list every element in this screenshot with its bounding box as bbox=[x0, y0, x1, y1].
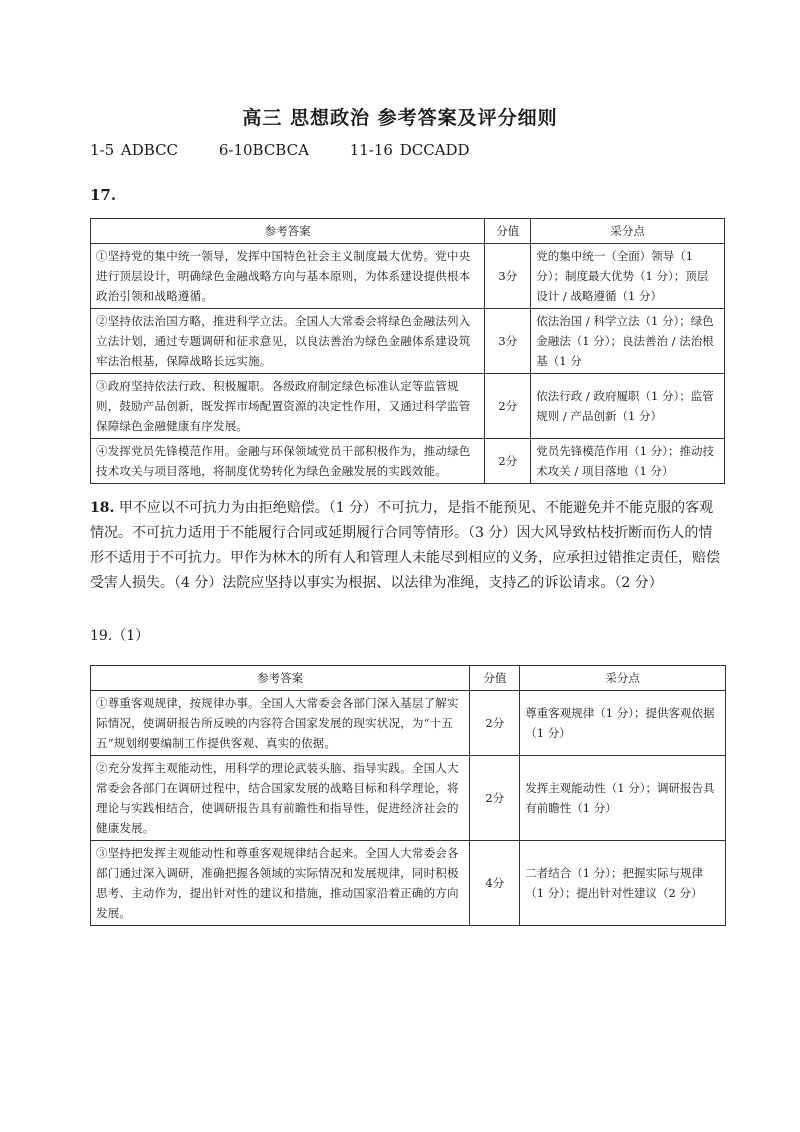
score-cell: 3分 bbox=[485, 309, 531, 374]
table-header-row bbox=[91, 666, 726, 691]
header-points: 采分点 bbox=[520, 666, 726, 691]
points-cell: 二者结合（1 分）；把握实际与规律（1 分）；提出针对性建议（2 分） bbox=[520, 841, 726, 926]
score-cell: 4分 bbox=[470, 841, 520, 926]
points-cell: 党的集中统一（全面）领导（1 分）；制度最大优势（1 分）；顶层设计 / 战略遵循（1 分） bbox=[531, 244, 725, 309]
header-points: 采分点 bbox=[531, 219, 725, 244]
points-cell: 尊重客观规律（1 分）；提供客观依据（1 分） bbox=[520, 691, 726, 756]
table-row bbox=[91, 374, 725, 439]
answer-cell: ③坚持把发挥主观能动性和尊重客观规律结合起来。全国人大常委会各部门通过深入调研，准确把握各领域的实际情况和发展规律，同时积极思考、主动作为，提出针对性的建议和措施，推动国家沿着正确的方向发展。 bbox=[91, 841, 470, 926]
points-cell: 依法治国 / 科学立法（1 分）；绿色金融法（1 分）；良法善治 / 法治根基（1 分 bbox=[531, 309, 725, 374]
table-row bbox=[91, 244, 725, 309]
header-score: 分值 bbox=[485, 219, 531, 244]
question-18-answer bbox=[90, 496, 720, 596]
score-cell: 2分 bbox=[485, 374, 531, 439]
header-answer: 参考答案 bbox=[91, 666, 470, 691]
question-19-table bbox=[90, 665, 726, 926]
score-cell: 2分 bbox=[485, 439, 531, 484]
answer-cell: ①坚持党的集中统一领导，发挥中国特色社会主义制度最大优势。党中央进行顶层设计，明确绿色金融战略方向与基本原则，为体系建设提供根本政治引领和战略遵循。 bbox=[91, 244, 485, 309]
header-answer: 参考答案 bbox=[91, 219, 485, 244]
score-cell: 3分 bbox=[485, 244, 531, 309]
points-cell: 发挥主观能动性（1 分）；调研报告具有前瞻性（1 分） bbox=[520, 756, 726, 841]
table-row bbox=[91, 756, 726, 841]
points-cell: 党员先锋模范作用（1 分）；推动技术攻关 / 项目落地（1 分） bbox=[531, 439, 725, 484]
score-cell: 2分 bbox=[470, 756, 520, 841]
question-18-label: 18. bbox=[90, 500, 115, 516]
table-header-row bbox=[91, 219, 725, 244]
mcq-answer-1-5: 1-5 ADBCC bbox=[90, 141, 179, 159]
answer-cell: ③政府坚持依法行政、积极履职。各级政府制定绿色标准认定等监管规则，鼓励产品创新，既发挥市场配置资源的决定性作用，又通过科学监管保障绿色金融健康有序发展。 bbox=[91, 374, 485, 439]
table-row bbox=[91, 841, 726, 926]
answer-cell: ④发挥党员先锋模范作用。金融与环保领域党员干部积极作为，推动绿色技术攻关与项目落地，将制度优势转化为绿色金融发展的实践效能。 bbox=[91, 439, 485, 484]
answer-cell: ①尊重客观规律，按规律办事。全国人大常委会各部门深入基层了解实际情况，使调研报告所反映的内容符合国家发展的现实状况，为“十五五”规划纲要编制工作提供客观、真实的依据。 bbox=[91, 691, 470, 756]
question-19-label: 19.（1） bbox=[90, 628, 150, 644]
table-row bbox=[91, 691, 726, 756]
header-score: 分值 bbox=[470, 666, 520, 691]
table-row bbox=[91, 309, 725, 374]
table-row bbox=[91, 439, 725, 484]
mcq-answer-11-16: 11-16 DCCADD bbox=[349, 141, 470, 159]
mcq-answer-6-10: 6-10BCBCA bbox=[218, 141, 309, 159]
question-17-label: 17. bbox=[90, 186, 117, 204]
question-17-table bbox=[90, 218, 725, 484]
points-cell: 依法行政 / 政府履职（1 分）；监管规则 / 产品创新（1 分） bbox=[531, 374, 725, 439]
score-cell: 2分 bbox=[470, 691, 520, 756]
multiple-choice-answers bbox=[90, 141, 504, 159]
question-18-text: 甲不应以不可抗力为由拒绝赔偿。（1 分）不可抗力，是指不能预见、不能避免并不能克服的客观情况。不可抗力适用于不能履行合同或延期履行合同等情形。（3 分）因大风导致枯枝折断而伤人的情形不适用于不可抗力。甲作为林木的所有人和管理人未能尽到相应的义务，应承担过错推定责任，赔偿受害人损失。（4 分）法院应坚持以事实为根据、以法律为准绳，支持乙的诉讼请求。（2 分） bbox=[90, 500, 720, 591]
page-title: 高三 思想政治 参考答案及评分细则 bbox=[242, 107, 558, 129]
answer-cell: ②坚持依法治国方略，推进科学立法。全国人大常委会将绿色金融法列入立法计划，通过专题调研和征求意见，以良法善治为绿色金融体系建设筑牢法治根基，保障战略长远实施。 bbox=[91, 309, 485, 374]
answer-cell: ②充分发挥主观能动性，用科学的理论武装头脑、指导实践。全国人大常委会各部门在调研过程中，结合国家发展的战略目标和科学理论，将理论与实践相结合，使调研报告具有前瞻性和指导性，促进经济社会的健康发展。 bbox=[91, 756, 470, 841]
